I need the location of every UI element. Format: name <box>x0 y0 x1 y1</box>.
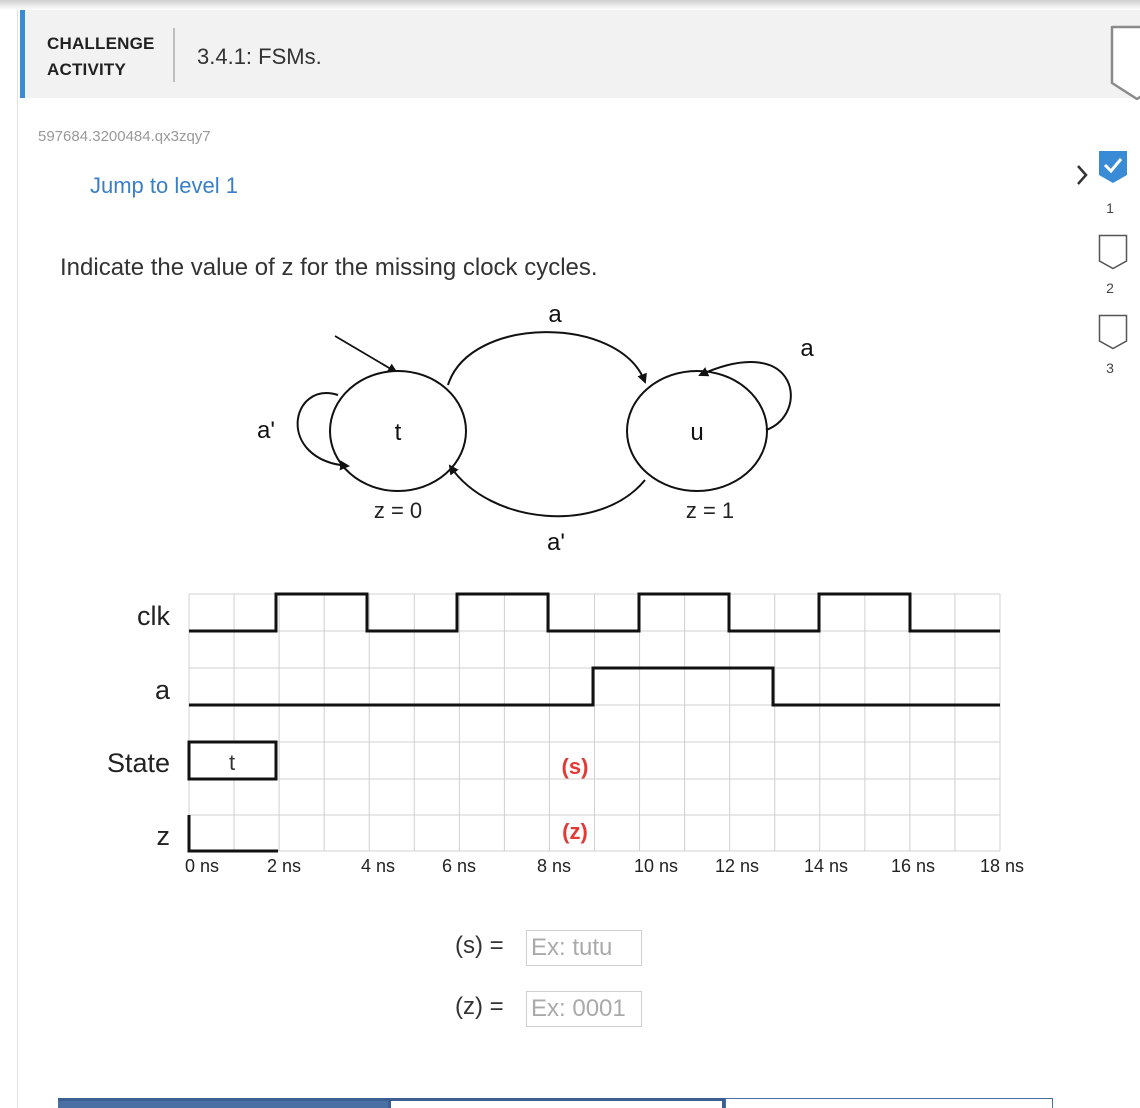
level-2-button[interactable] <box>1098 234 1128 275</box>
activity-header <box>20 10 1140 98</box>
transition-u-self-label: a <box>800 335 814 362</box>
check-icon <box>1098 150 1128 184</box>
level-pointer-icon <box>1075 160 1089 190</box>
time-label: 18 ns <box>979 856 1025 876</box>
header-divider <box>173 28 175 82</box>
activity-id: 597684.3200484.qx3zqy7 <box>38 128 211 145</box>
level-2-number: 2 <box>1106 280 1114 296</box>
jump-to-level-link[interactable]: Jump to level 1 <box>90 173 238 198</box>
activity-type-line1: CHALLENGE <box>47 34 155 53</box>
answer-z-label: (z) = <box>455 993 504 1020</box>
transition-u-to-t-label: a' <box>547 529 565 556</box>
signal-label-state: State <box>106 748 170 778</box>
answer-z-input[interactable] <box>526 991 642 1027</box>
completion-badge-icon <box>1110 25 1140 106</box>
marker-z: (z) <box>562 819 588 844</box>
badge-outline-icon <box>1098 234 1128 270</box>
time-axis-labels <box>185 856 1024 876</box>
marker-s: (s) <box>561 754 589 779</box>
bottom-tab-2[interactable] <box>388 1098 725 1108</box>
time-label: 8 ns <box>536 856 572 876</box>
transition-t-to-u-label: a <box>548 301 562 328</box>
state-known-value: t <box>228 750 236 775</box>
level-1-number: 1 <box>1106 200 1114 216</box>
state-t-label: t <box>394 419 402 446</box>
activity-type-label <box>47 31 155 83</box>
initial-arrow <box>335 336 396 372</box>
transition-t-to-u <box>448 332 645 385</box>
bottom-tab-3[interactable] <box>725 1098 1053 1108</box>
level-3-number: 3 <box>1106 360 1114 376</box>
timing-grid <box>189 594 1000 851</box>
top-shadow <box>0 0 1140 10</box>
time-label: 14 ns <box>803 856 849 876</box>
state-u-output: z = 1 <box>685 498 735 523</box>
time-label: 6 ns <box>441 856 477 876</box>
question-prompt: Indicate the value of z for the missing clock cycles. <box>60 254 598 281</box>
z-known-waveform <box>189 815 278 851</box>
fsm-diagram <box>0 290 1140 570</box>
time-label: 16 ns <box>890 856 936 876</box>
time-label: 0 ns <box>184 856 220 876</box>
signal-label-clk: clk <box>137 601 170 631</box>
time-label: 12 ns <box>714 856 760 876</box>
signal-label-z: z <box>156 821 170 851</box>
transition-u-to-t <box>450 466 645 516</box>
state-u-label: u <box>690 419 704 446</box>
transition-t-self-label: a' <box>257 417 275 444</box>
timing-diagram <box>0 580 1140 890</box>
level-1-button[interactable] <box>1098 150 1128 189</box>
answer-s-input[interactable] <box>526 930 642 966</box>
time-label: 4 ns <box>360 856 396 876</box>
signal-label-a: a <box>154 675 170 705</box>
activity-title: 3.4.1: FSMs. <box>197 44 322 69</box>
time-label: 2 ns <box>266 856 302 876</box>
bottom-tab-1[interactable] <box>58 1098 388 1108</box>
time-label: 10 ns <box>633 856 679 876</box>
answer-s-label: (s) = <box>455 932 504 959</box>
state-t-output: z = 0 <box>373 498 423 523</box>
a-waveform <box>189 668 1000 705</box>
activity-type-line2: ACTIVITY <box>47 60 127 79</box>
